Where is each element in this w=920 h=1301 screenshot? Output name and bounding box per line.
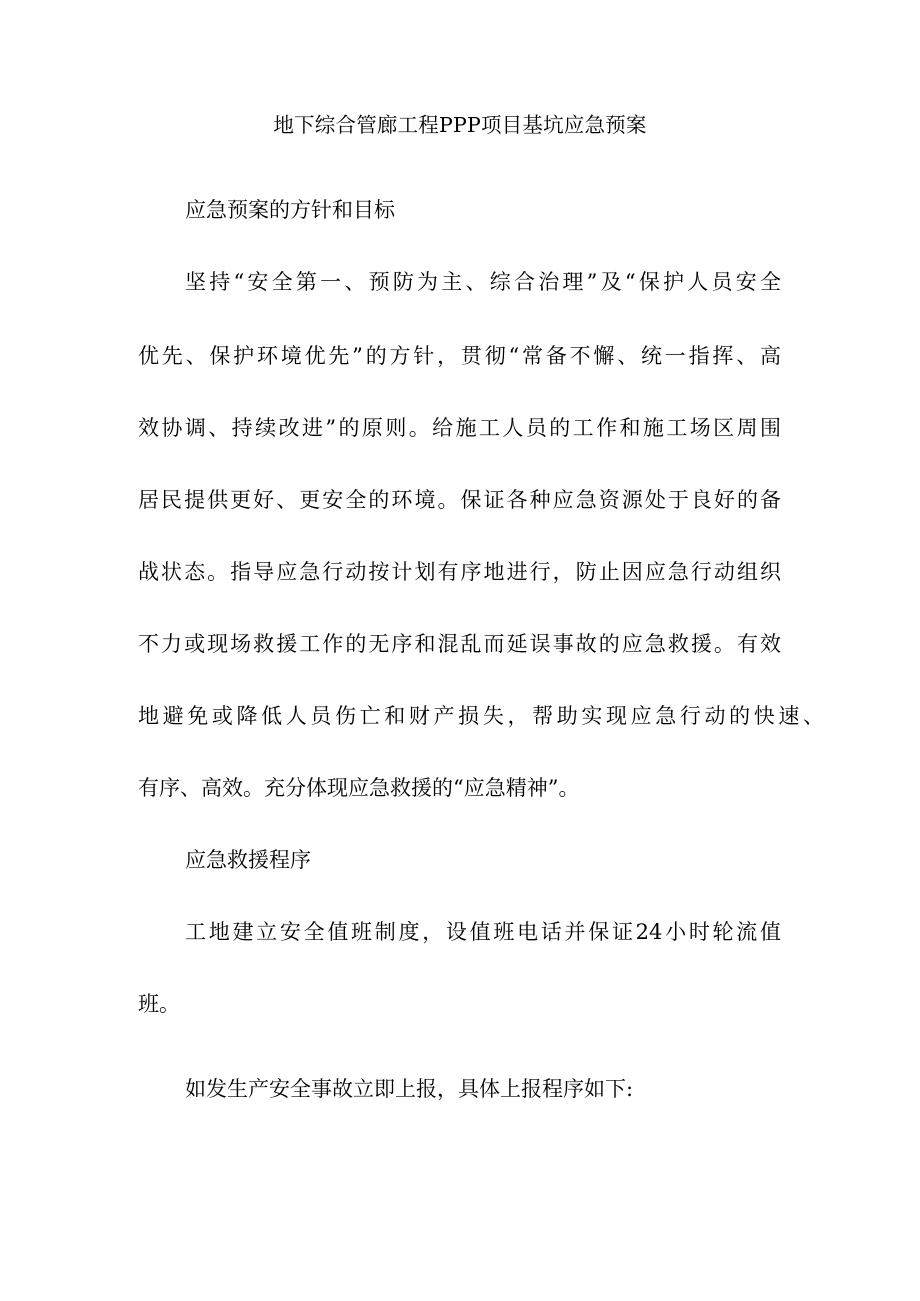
paragraph-line: 效协调、持续改进”的原则。给施工人员的工作和施工场区周围 xyxy=(138,416,781,440)
paragraph-line: 不力或现场救援工作的无序和混乱而延误事故的应急救援。有效 xyxy=(138,632,781,656)
paragraph-line: 如发生产安全事故立即上报，具体上报程序如下: xyxy=(185,1077,634,1101)
document-title: 地下综合管廊工程PPP项目基坑应急预案 xyxy=(273,113,647,137)
paragraph-line: 地避免或降低人员伤亡和财产损失，帮助实现应急行动的快速、 xyxy=(138,704,824,728)
paragraph-line: 居民提供更好、更安全的环境。保证各种应急资源处于良好的备 xyxy=(138,488,781,512)
section-heading: 应急预案的方针和目标 xyxy=(185,198,395,222)
paragraph-line: 工地建立安全值班制度，设值班电话并保证24小时轮流值 xyxy=(185,920,781,944)
paragraph-line: 优先、保护环境优先”的方针，贯彻“常备不懈、统一指挥、高 xyxy=(138,344,781,368)
paragraph-line: 战状态。指导应急行动按计划有序地进行，防止因应急行动组织 xyxy=(138,560,781,584)
paragraph-line: 班。 xyxy=(138,992,180,1016)
paragraph-line: 有序、高效。充分体现应急救援的“应急精神”。 xyxy=(138,776,580,800)
section-heading: 应急救援程序 xyxy=(185,848,311,872)
paragraph-line: 坚持“安全第一、预防为主、综合治理”及“保护人员安全 xyxy=(185,270,781,294)
